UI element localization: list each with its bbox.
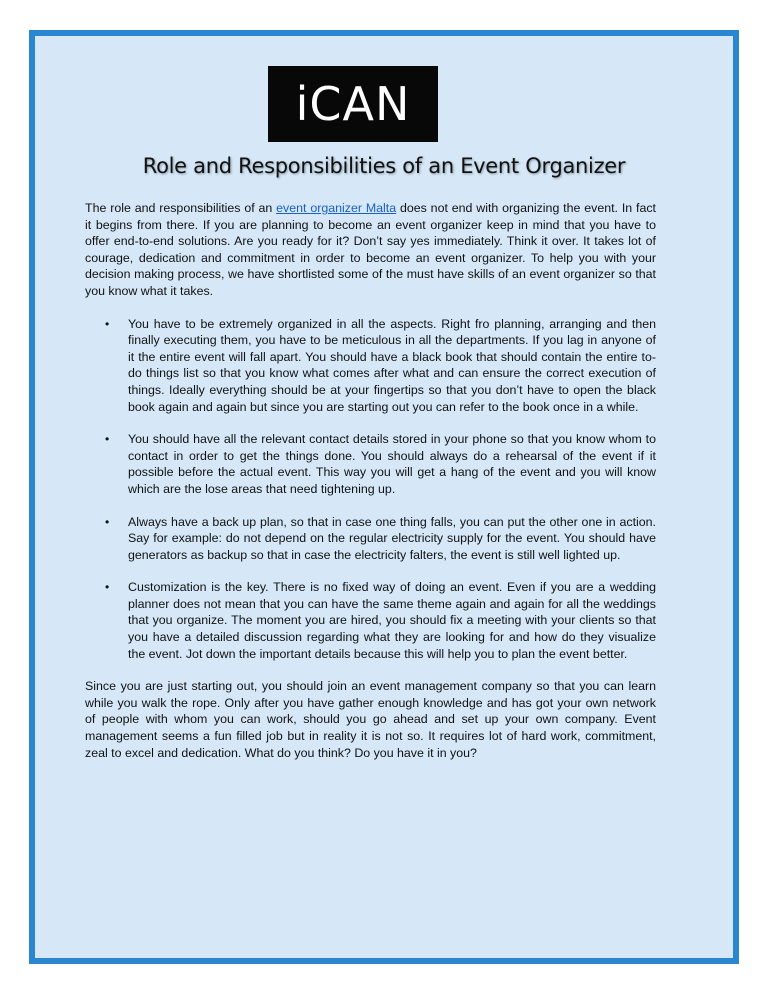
document-title: Role and Responsibilities of an Event Organizer xyxy=(142,154,626,178)
intro-text-after-link: does not end with organizing the event. In fact it begins from there. If you are planning to become an event organizer keep in mind that you have to offer end-to-end solutions. Are you ready for it? Don’t say yes immediately. Think it over. It takes lot of courage, dedication and commitment in order to become an event organizer. To help you with your decision making process, we have shortlisted some of the must have skills of an event organizer so that you know what it takes. xyxy=(85,201,656,298)
intro-paragraph xyxy=(85,200,656,300)
list-item-text: Customization is the key. There is no fixed way of doing an event. Even if you are a wedding planner does not mean that you can have the same theme again and again for all the weddings that you organize. The moment you are hired, you should fix a meeting with your clients so that you have a detailed discussion regarding what they are looking for and how do they visualize the event. Jot down the important details because this will help you to plan the event better. xyxy=(128,580,656,661)
closing-paragraph: Since you are just starting out, you should join an event management company so that you can learn while you walk the rope. Only after you have gather enough knowledge and has got your own network of people with whom you can work, should you go ahead and set up your own company. Event management seems a fun filled job but in reality it is not so. It requires lot of hard work, commitment, zeal to excel and dedication. What do you think? Do you have it in you? xyxy=(85,679,656,760)
bullet-icon: • xyxy=(105,580,110,595)
document-body xyxy=(85,200,656,761)
skills-list xyxy=(85,316,656,663)
logo-text: iCAN xyxy=(295,77,411,131)
list-item xyxy=(85,514,656,564)
list-item-text: You have to be extremely organized in all the aspects. Right fro planning, arranging and then finally executing them, you have to be meticulous in all the departments. If you lag in anyone of it the entire event will fall apart. You should have a black book that should contain the entire to-do things list so that you know what comes after what and can ensure the correct execution of things. Ideally everything should be at your fingertips so that you don’t have to open the black book again and again but since you are starting out you can refer to the book once in a while. xyxy=(128,316,656,414)
ican-logo xyxy=(268,66,438,142)
list-item-text: You should have all the relevant contact details stored in your phone so that you know whom to contact in order to get the things done. You should always do a rehearsal of the event if it possible before the actual event. This way you will get a hang of the event and you will know which are the lose areas that need tightening up. xyxy=(128,432,656,496)
bullet-icon: • xyxy=(105,316,110,331)
bullet-icon: • xyxy=(105,432,110,447)
list-item xyxy=(85,316,656,416)
list-item-text: Always have a back up plan, so that in case one thing falls, you can put the other one in action. Say for example: do not depend on the regular electricity supply for the event. You should have generators as backup so that in case the electricity falters, the event is still well lighted up. xyxy=(128,514,656,562)
event-organizer-malta-link[interactable]: event organizer Malta xyxy=(276,201,397,215)
list-item xyxy=(85,579,656,662)
list-item xyxy=(85,431,656,497)
intro-text-before-link: The role and responsibilities of an xyxy=(85,201,277,215)
bullet-icon: • xyxy=(105,514,110,529)
